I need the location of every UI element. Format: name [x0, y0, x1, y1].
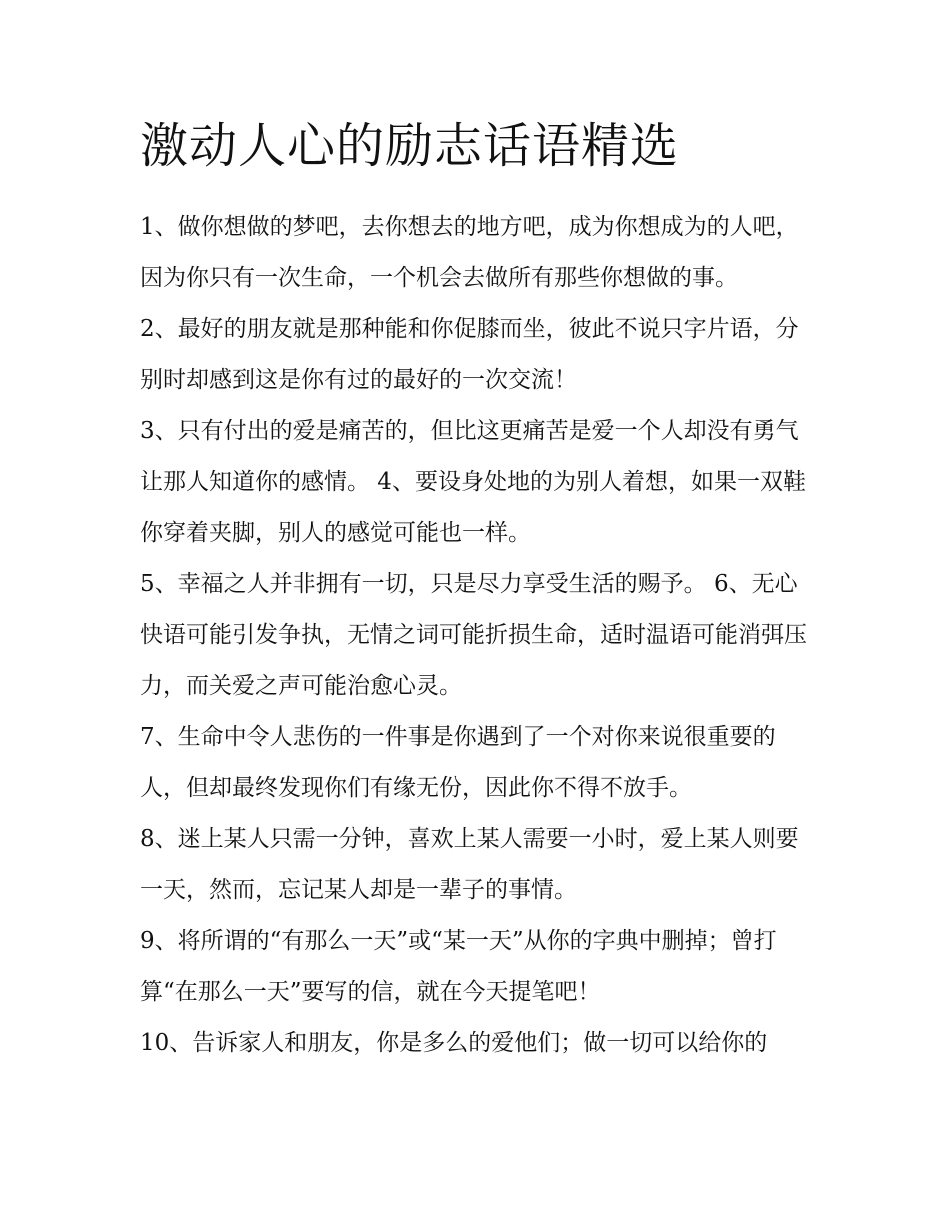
paragraph-8: 10、告诉家人和朋友，你是多么的爱他们；做一切可以给你的 — [140, 1030, 768, 1056]
paragraph-3: 3、只有付出的爱是痛苦的，但比这更痛苦是爱一个人却没有勇气让那人知道你的感情。 4、要设身处地的为别人着想，如果一双鞋你穿着夹脚，别人的感觉可能也一样。 — [140, 418, 806, 546]
document-page — [140, 112, 820, 1069]
paragraph-2: 2、最好的朋友就是那种能和你促膝而坐，彼此不说只字片语，分别时却感到这是你有过的最好的一次交流！ — [140, 316, 799, 393]
paragraph-5: 7、生命中令人悲伤的一件事是你遇到了一个对你来说很重要的人，但却最终发现你们有缘无份，因此你不得不放手。 — [140, 724, 776, 801]
paragraph-6: 8、迷上某人只需一分钟，喜欢上某人需要一小时，爱上某人则要一天，然而，忘记某人却是一辈子的事情。 — [140, 826, 799, 903]
document-title: 激动人心的励志话语精选 — [140, 118, 680, 174]
paragraph-1: 1、做你想做的梦吧，去你想去的地方吧，成为你想成为的人吧，因为你只有一次生命，一个机会去做所有那些你想做的事。 — [140, 214, 799, 291]
paragraph-4: 5、幸福之人并非拥有一切，只是尽力享受生活的赐予。 6、无心快语可能引发争执，无情之词可能折损生命，适时温语可能消弭压力，而关爱之声可能治愈心灵。 — [140, 571, 807, 699]
paragraph-7: 9、将所谓的“有那么一天”或“某一天”从你的字典中删掉；曾打算“在那么一天”要写的信，就在今天提笔吧！ — [140, 928, 777, 1005]
